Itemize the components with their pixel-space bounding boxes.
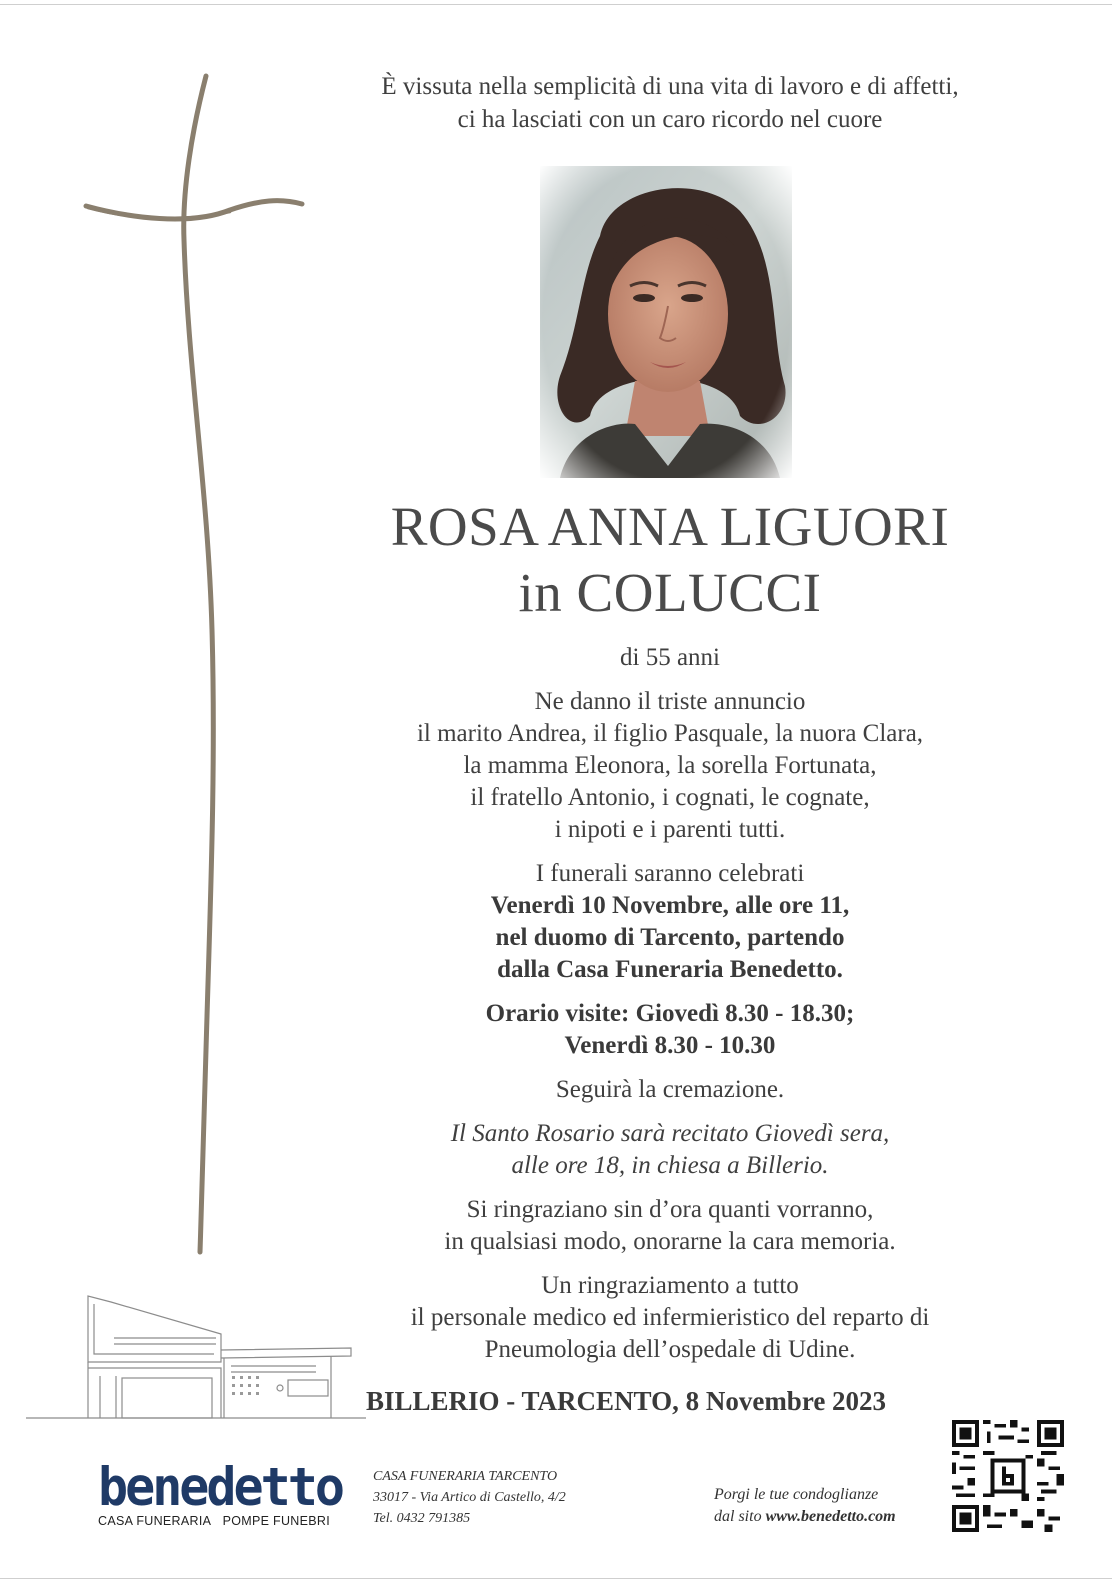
rosary-block <box>330 1118 1010 1182</box>
announcement-line: Ne danno il triste annuncio <box>534 688 806 715</box>
age-text: di 55 anni <box>620 644 720 671</box>
married-name-line: in COLUCCI <box>518 562 822 623</box>
funeral-block <box>330 858 1010 986</box>
funeral-detail: nel duomo di Tarcento, partendo <box>495 924 845 951</box>
thanks-line: Si ringraziano sin d’ora quanti vorranno, <box>466 1196 874 1223</box>
rosary-line: alle ore 18, in chiesa a Billerio. <box>511 1152 829 1179</box>
hospital-thanks-line: il personale medico ed infermieristico del reparto di <box>410 1304 930 1331</box>
funeral-intro: I funerali saranno celebrati <box>535 860 805 887</box>
logo-tagline-1: CASA FUNERARIA <box>98 1514 212 1528</box>
cremation-text: Seguirà la cremazione. <box>555 1076 785 1103</box>
condolences-prefix: dal sito <box>714 1508 766 1525</box>
benedetto-logo <box>98 1456 342 1528</box>
epigraph-line: È vissuta nella semplicità di una vita di lavoro e di affetti, <box>381 73 959 100</box>
condolences-line <box>714 1506 944 1528</box>
deceased-name <box>330 494 1010 626</box>
condolences-note <box>714 1484 944 1528</box>
announcement-block <box>330 686 1010 846</box>
funeral-home-address <box>373 1466 566 1529</box>
top-border <box>0 4 1112 5</box>
visits-line: Venerdì 8.30 - 10.30 <box>564 1032 776 1059</box>
epigraph-line: ci ha lasciati con un caro ricordo nel cuore <box>457 106 883 133</box>
hospital-thanks-line: Un ringraziamento a tutto <box>541 1272 799 1299</box>
logo-wordmark: benedetto <box>98 1456 342 1518</box>
hospital-thanks-line: Pneumologia dell’ospedale di Udine. <box>484 1336 856 1363</box>
thanks-line: in qualsiasi modo, onorarne la cara memoria. <box>444 1228 896 1255</box>
cross-icon <box>80 70 320 1270</box>
building-illustration <box>26 1292 366 1422</box>
announcement-line: il marito Andrea, il figlio Pasquale, la nuora Clara, <box>416 720 924 747</box>
logo-tagline-2: POMPE FUNEBRI <box>222 1514 330 1528</box>
condolences-line: Porgi le tue condoglianze <box>714 1486 879 1503</box>
announcement-line: la mamma Eleonora, la sorella Fortunata, <box>463 752 877 779</box>
website-link[interactable]: www.benedetto.com <box>765 1508 896 1525</box>
qr-code-icon[interactable] <box>952 1420 1064 1532</box>
bottom-border <box>0 1578 1112 1579</box>
visits-line: Orario visite: Giovedì 8.30 - 18.30; <box>485 1000 855 1027</box>
funeral-detail: Venerdì 10 Novembre, alle ore 11, <box>490 892 850 919</box>
rosary-line: Il Santo Rosario sarà recitato Giovedì sera, <box>450 1120 890 1147</box>
deceased-photo <box>540 166 792 478</box>
visits-block <box>330 998 1010 1062</box>
announcement-line: il fratello Antonio, i cognati, le cognate, <box>470 784 870 811</box>
obituary-body <box>330 642 1010 1366</box>
phone-line: Tel. 0432 791385 <box>373 1511 471 1526</box>
name-line: ROSA ANNA LIGUORI <box>390 496 950 557</box>
funeral-detail: dalla Casa Funeraria Benedetto. <box>497 956 843 983</box>
thanks-block <box>330 1194 1010 1258</box>
hospital-thanks-block <box>330 1270 1010 1366</box>
address-line: 33017 - Via Artico di Castello, 4/2 <box>373 1490 566 1505</box>
epigraph <box>330 70 1010 136</box>
announcement-line: i nipoti e i parenti tutti. <box>554 816 786 843</box>
place-date: BILLERIO - TARCENTO, 8 Novembre 2023 <box>366 1386 887 1416</box>
address-line: CASA FUNERARIA TARCENTO <box>373 1469 558 1484</box>
